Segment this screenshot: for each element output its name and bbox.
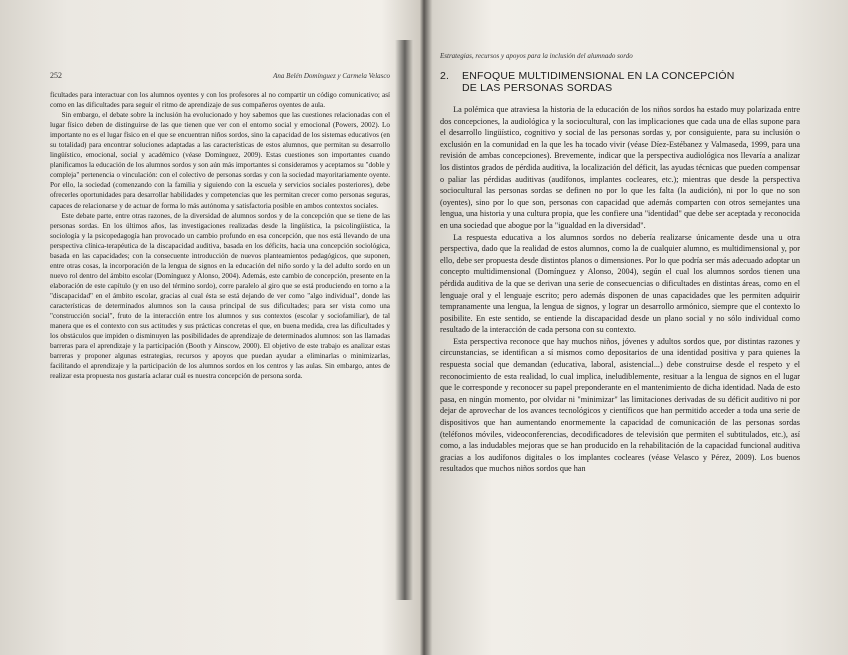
right-running-head xyxy=(440,50,800,62)
paragraph: ficultades para interactuar con los alumnos oyentes y con los profesores al no compartir un código comunicativo; así como en las dificultades para seguir el ritmo de aprendizaje de sus compañeros oyentes de aula. xyxy=(50,91,390,110)
running-head-title: Estrategias, recursos y apoyos para la inclusión del alumnado sordo xyxy=(440,52,633,60)
right-page xyxy=(440,50,800,655)
running-head-authors: Ana Belén Domínguez y Carmela Velasco xyxy=(273,72,390,80)
paragraph: Sin embargo, el debate sobre la inclusión ha evolucionado y hoy sabemos que las cuestiones relacionadas con el lugar físico deben de distinguirse de las que tienen que ver con el entorno social y emocional (Powers, 2002). Lo importante no es el lugar físico en el que se encuentran niños sordos, sino la capacidad de los sistemas educativos (en su totalidad) para encontrar soluciones adaptadas a las características de estos alumnos, que permitan su desarrollo lingüístico, emocional, social y académico (véase Domínguez, 2009). Estas cuestiones son importantes cuando planificamos la educación de los alumnos sordos y son aún más importantes si consideramos y aceptamos su "doble y compleja" pertenencia o vinculación: con el colectivo de personas sordas y con la sociedad mayoritariamente oyente. Por ello, la sociedad (comenzando con la familia y siguiendo con la escuela y servicios sociales posteriores), debe ofrecerles oportunidades para desarrollar habilidades y competencias que les permitan crecer como personas seguras, capaces de relacionarse y de actuar de forma lo más autónoma y satisfactoria posible en ambos contextos sociales. xyxy=(50,111,390,210)
left-body-text xyxy=(50,90,390,381)
section-title-line-2: DE LAS PERSONAS SORDAS xyxy=(462,82,613,94)
page-number: 252 xyxy=(50,71,62,80)
book-gutter xyxy=(395,40,413,600)
paragraph: Esta perspectiva reconoce que hay muchos niños, jóvenes y adultos sordos que, por distintas razones y circunstancias, se identifican a sí mismos como depositarios de una identidad positiva y para quienes la respuesta social que demandan (educativa, laboral, asistencial...) debe construirse desde el respeto y el reconocimiento de esta realidad, lo cual implica, ineludiblemente, resituar a la lengua de signos en el lugar que le corresponde y reconocer su papel preponderante en el mantenimiento de dicha identidad. Nada de esto pasa, en ningún momento, por olvidar ni "minimizar" las limitaciones derivadas de su déficit auditivo ni por dejar de aprovechar de los avances tecnológicos y científicos que han permitido acceder a toda una serie de dispositivos que han aumentando enormemente la capacidad de comunicación de las personas sordas (teléfonos móviles, videoconferencias, decodificadores de televisión que permiten el subtitulados, etc.), así como, a las indudables mejoras que se han producido en la rehabilitación de la capacidad funcional auditiva gracias a los audífonos digitales o los implantes cocleares (véase Velasco y Pérez, 2009). Los buenos resultados que muchos niños sordos que han xyxy=(440,336,800,474)
section-heading xyxy=(440,70,800,94)
right-body-text xyxy=(440,104,800,475)
left-running-head xyxy=(50,70,390,82)
paragraph: La polémica que atraviesa la historia de la educación de los niños sordos ha estado muy polarizada entre dos concepciones, la audiológica y la sociocultural, con las implicaciones que cada una de ellas supone para el desarrollo lingüístico, cognitivo y social de las personas sordas y, por consiguiente, para su inclusión o exclusión en la comunidad en la que les ha tocado vivir (véase Díez-Estébanez y Valmaseda, 1999, para una revisión de ambas concepciones). Brevemente, indicar que la perspectiva audiológica nos llevaría a analizar los distintos grados de pérdida auditiva, la localización del déficit, las ayudas técnicas que pueden compensar o paliar las pérdidas auditivas (audífonos, implantes cocleares, etc.); mientras que desde la perspectiva sociocultural las personas sordas se definen no por lo que les falta (la audición), ni por lo que no son (oyentes), sino por lo que son, personas con capacidad que además comparten con otros semejantes una lengua, una historia y una cultura propia, que les confiere una "identidad" que debe ser aceptada y reconocida en una sociedad que abogue por la "igualdad en la diversidad". xyxy=(440,105,800,230)
section-title-line-1: ENFOQUE MULTIDIMENSIONAL EN LA CONCEPCIÓN xyxy=(462,70,735,82)
paragraph: La respuesta educativa a los alumnos sordos no debería realizarse únicamente desde una u otra perspectiva, dado que la realidad de estos alumnos, como la de cualquier alumno, es multidimensional y, por ello, debe ser propuesta desde distintos planos o dimensiones. Por lo que podría ser más adecuado adoptar un concepto multidimensional (Domínguez y Alonso, 2004), según el cual los alumnos sordos tienen una pérdida auditiva de la que se derivan una serie de consecuencias o dificultades en distintas áreas, como en el lenguaje oral y el lenguaje escrito; pero además disponen de unas capacidades que les permiten adquirir tempranamente una lengua, la lengua de signos, y lograr un desarrollo armónico, siempre que el contexto lo posibilite. En este sentido, se entiende la discapacidad desde un plano social y no sólo individual como resultado de la interacción de cada persona con su contexto. xyxy=(440,232,800,335)
left-page xyxy=(50,70,390,655)
paragraph: Este debate parte, entre otras razones, de la diversidad de alumnos sordos y de la concepción que se tiene de las personas sordas. En los últimos años, las investigaciones realizadas desde la lingüística, la psicolingüística, la sociología y la psicopedagogía han provocado un cambio profundo en esa concepción, que nos está llevando de una perspectiva clínica-terapéutica de la discapacidad auditiva, basada en los déficits, hacia una concepción sociológica, basada en las capacidades; con la consecuente introducción de nuevos planteamientos pedagógicos, que suponen, entre otras cosas, la incorporación de la lengua de signos en la educación del niño sordo y la del adulto sordo en un nuevo rol dentro del ámbito escolar (Domínguez y Alonso, 2004). Además, este cambio de concepción, presente en la elaboración de este capítulo (y en uso del término sordo), corre paralelo al giro que se está produciendo en torno a la "discapacidad" en el ámbito escolar, gracias al cual ésta se está dejando de ver como "algo individual", donde las características de determinados alumnos son la causa principal de sus dificultades; para ser vista como una "construcción social", fruto de la interacción entre los alumnos y sus contextos (escolar y sociofamiliar), de tal manera que es el contexto con sus actitudes y sus prácticas concretas el que, en buena medida, crea las dificultades y los obstáculos que impiden o disminuyen las posibilidades de aprendizaje de determinados alumnos: son las llamadas barreras para el aprendizaje y la participación (Booth y Ainscow, 2000). El objetivo de este trabajo es analizar estas barreras y proponer algunas estrategias, recursos y apoyos que puedan ayudar a eliminarlas o minimizarlas, facilitando el aprendizaje y la participación de los alumnos sordos en los centros y las aulas. Sin embargo, antes de realizar esta propuesta nos gustaría aclarar cuál es nuestra concepción de persona sorda. xyxy=(50,211,390,381)
section-number: 2. xyxy=(440,70,450,82)
